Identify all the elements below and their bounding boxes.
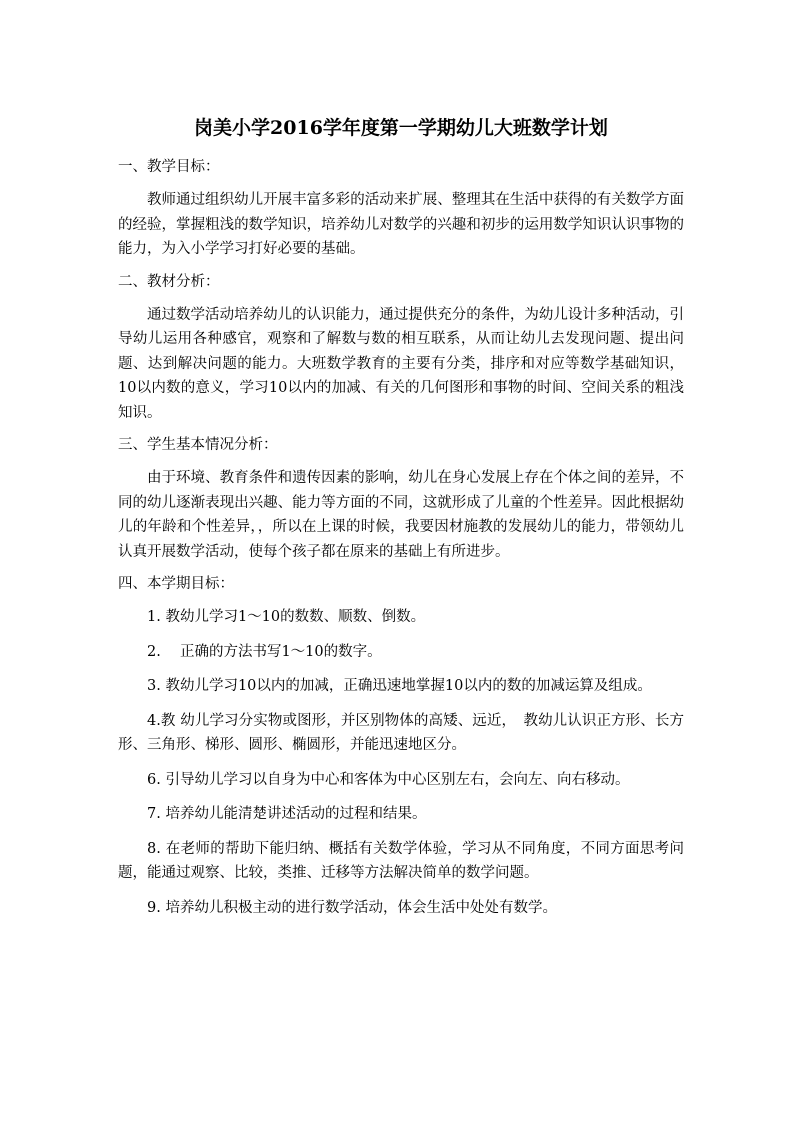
section-heading: 二、教材分析：: [118, 273, 220, 290]
section-heading: 三、学生基本情况分析：: [118, 437, 278, 453]
section-student-analysis: [118, 434, 684, 564]
goal-item: 7. 培养幼儿能清楚讲述活动的过程和结果。: [147, 806, 427, 822]
goal-item: 8. 在老师的帮助下能归纳、概括有关数学体验，学习从不同角度，不同方面思考问题，能通过观察、比较，类推、迁移等方法解决简单的数学问题。: [118, 840, 684, 881]
goal-item: 9. 培养幼儿积极主动的进行数学活动，体会生活中处处有数学。: [147, 899, 557, 916]
section-paragraph: 通过数学活动培养幼儿的认识能力，通过提供充分的条件，为幼儿设计多种活动，引导幼儿运用各种感官，观察和了解数与数的相互联系，从而让幼儿去发现问题、提出问题、达到解决问题的能力。大班数学教育的主要有分类，排序和对应等数学基础知识，10以内数的意义，学习10以内的加减、有关的几何图形和事物的时间、空间关系的粗浅知识。: [118, 306, 684, 421]
document-title: 岗美小学2016学年度第一学期幼儿大班数学计划: [194, 117, 608, 139]
goal-item: 3. 教幼儿学习10以内的加减，正确迅速地掌握10以内的数的加减运算及组成。: [147, 678, 652, 694]
goal-item: 2. 正确的方法书写1～10的数字。: [147, 643, 382, 660]
section-paragraph: 教师通过组织幼儿开展丰富多彩的活动来扩展、整理其在生活中获得的有关数学方面的经验，掌握粗浅的数学知识，培养幼儿对数学的兴趣和初步的运用数学知识认识事物的能力，为入小学学习打好必要的基础。: [118, 192, 684, 257]
document-body: [118, 114, 684, 930]
section-paragraph: 由于环境、教育条件和遗传因素的影响，幼儿在身心发展上存在个体之间的差异，不同的幼儿逐渐表现出兴趣、能力等方面的不同，这就形成了儿童的个性差异。因此根据幼儿的年龄和个性差异，，所以在上课的时候，我要因材施教的发展幼儿的能力，带领幼儿认真开展数学活动，使每个孩子都在原来的基础上有所进步。: [118, 470, 684, 560]
section-heading: 一、教学目标：: [118, 159, 220, 175]
section-semester-goals: [118, 573, 684, 920]
section-teaching-goals: [118, 156, 684, 262]
section-heading: 四、本学期目标：: [118, 576, 234, 592]
goal-item: 1. 教幼儿学习1～10的数数、顺数、倒数。: [147, 609, 426, 625]
goal-item: 6. 引导幼儿学习以自身为中心和客体为中心区别左右，会向左、向右移动。: [147, 771, 630, 788]
section-material-analysis: [118, 271, 684, 426]
goal-item: 4.教 幼儿学习分实物或图形，并区别物体的高矮、远近， 教幼儿认识正方形、长方形、三角形、梯形、圆形、椭圆形，并能迅速地区分。: [118, 712, 684, 753]
